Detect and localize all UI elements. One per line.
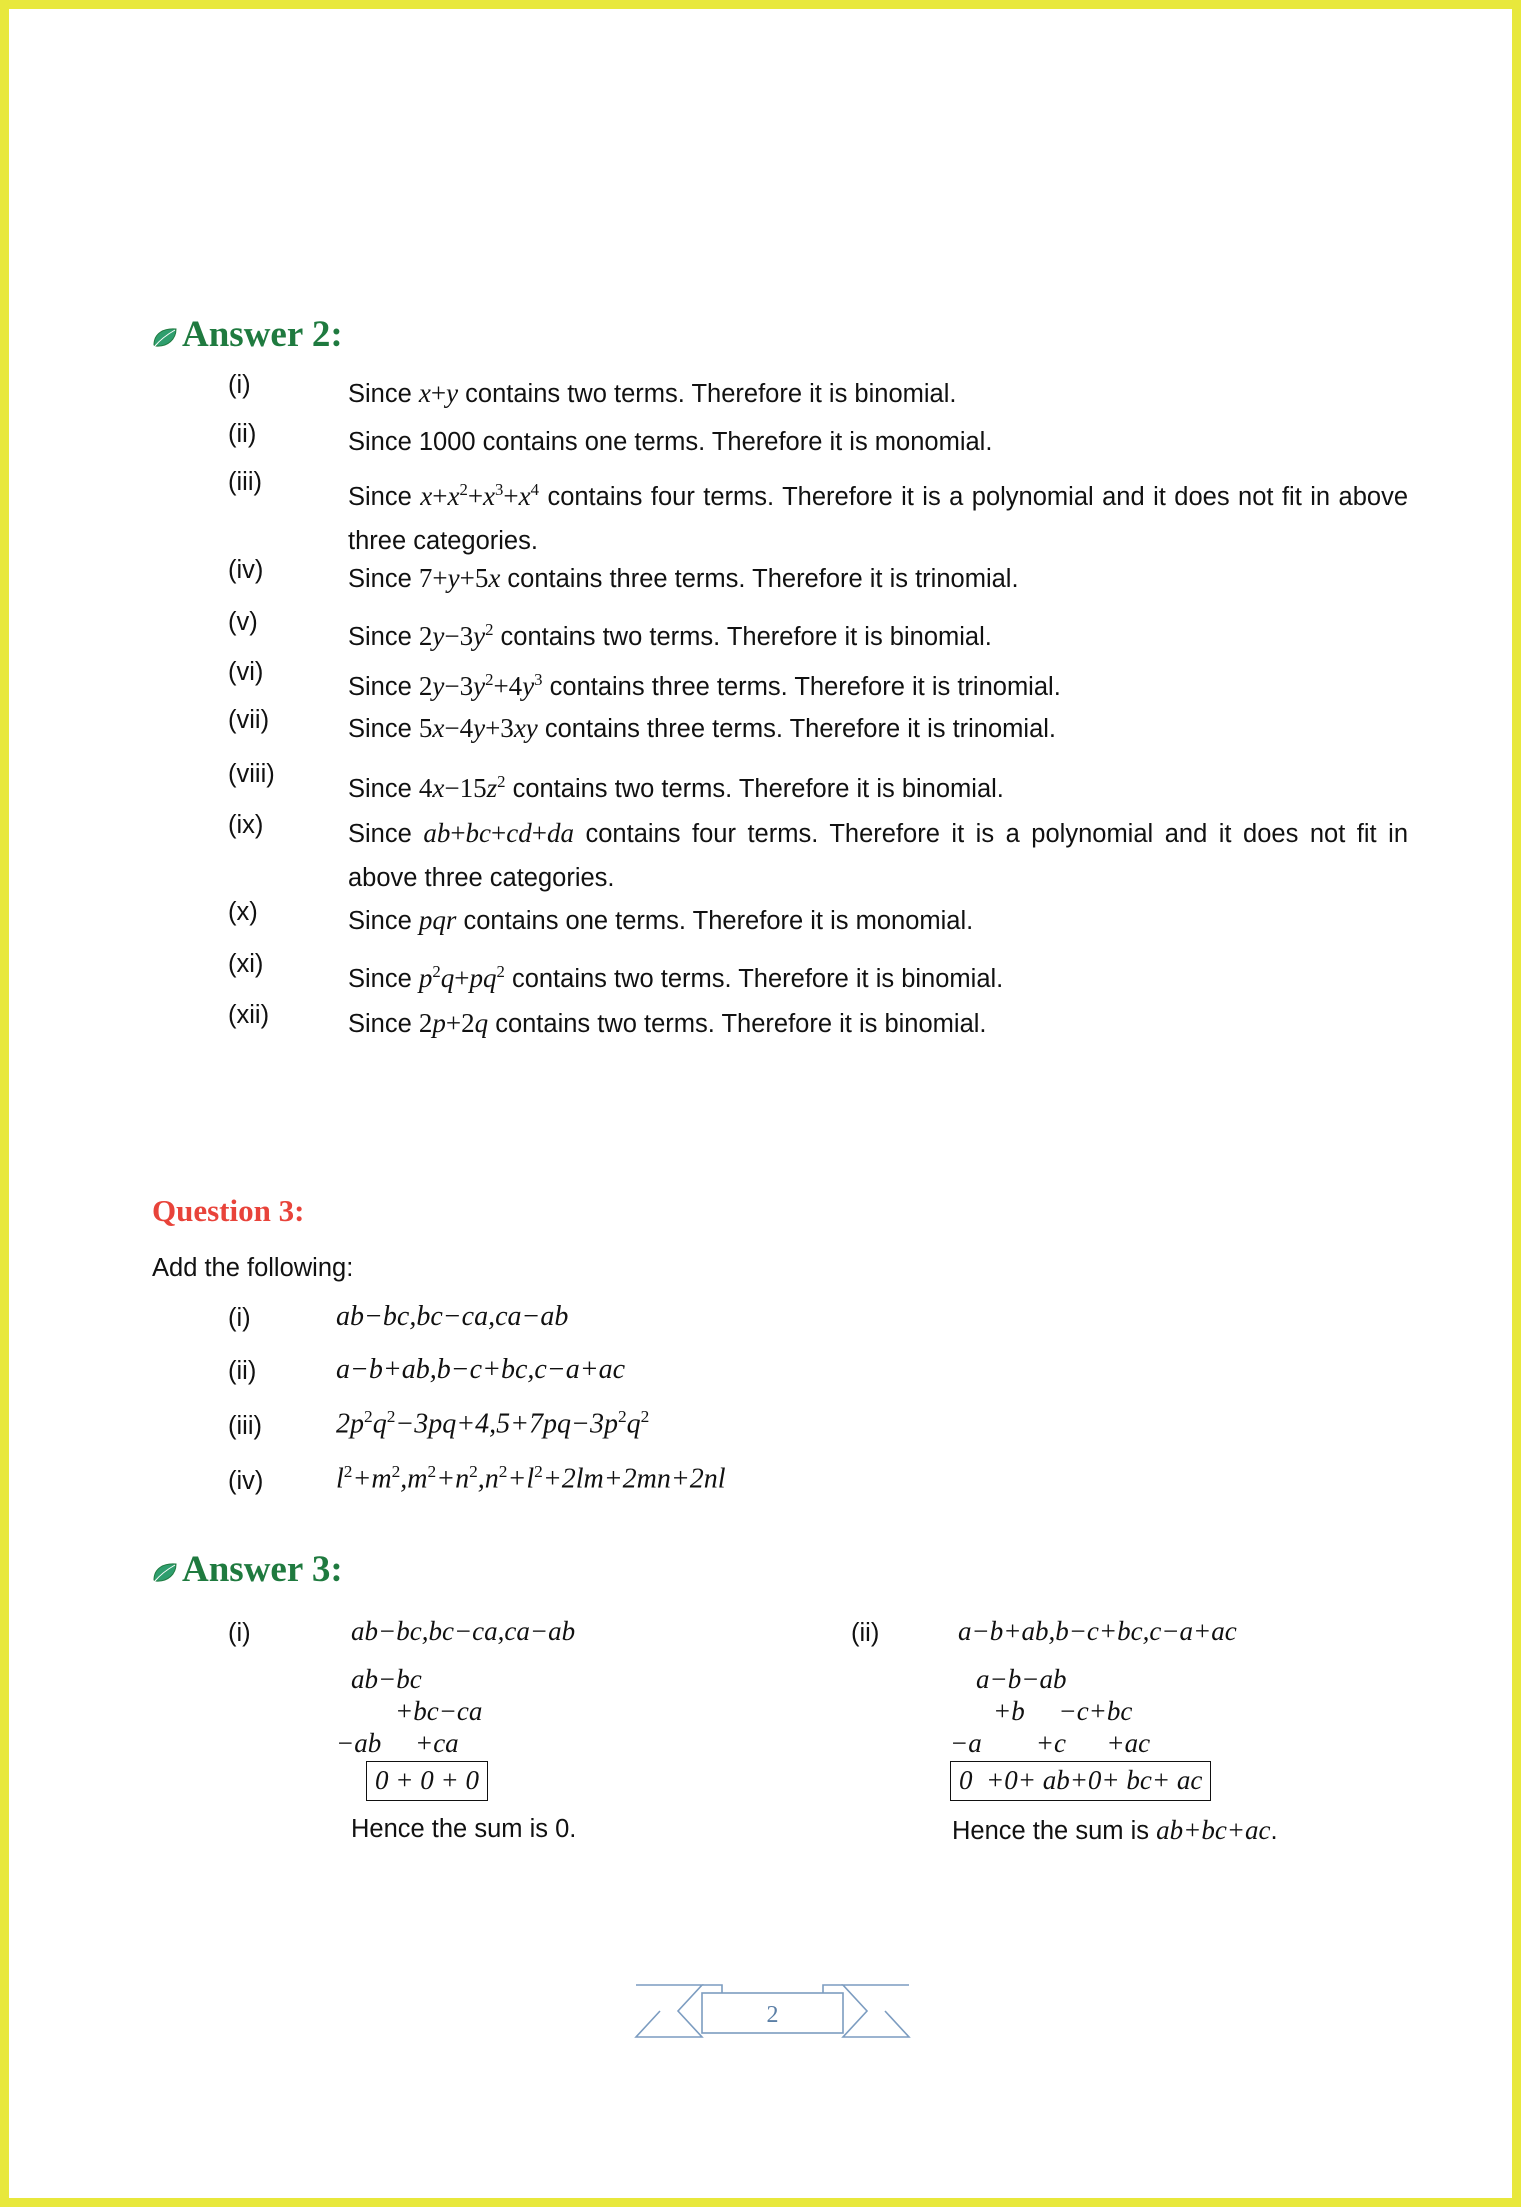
answer3-col2-line: +b −c+bc — [993, 1696, 1133, 1726]
answer3-col2-conclusion — [952, 1815, 1278, 1846]
answer3-col2-line: a−b−ab — [976, 1664, 1067, 1694]
list-item-number: (ii) — [228, 420, 257, 448]
list-item-text: Since pqr contains one terms. Therefore it is monomial. — [348, 905, 974, 935]
list-item-text: Since $2y-3y^2+4y^3$ contains three terms. Therefore it is trinomial. — [348, 670, 1061, 701]
answer-3-heading — [152, 1548, 343, 1591]
answer3-col2-conclusion-suffix: . — [1270, 1817, 1278, 1845]
list-item-number: (xi) — [228, 950, 264, 978]
list-item-text: Since 1000 contains one terms. Therefore it is monomial. — [348, 428, 993, 456]
question-3-heading: Question 3: — [152, 1193, 305, 1228]
answer3-col2-number: (ii) — [851, 1619, 880, 1647]
answer3-col1-line: +bc−ca — [395, 1696, 483, 1726]
q3-item-expression: ab−bc,bc−ca,ca−ab — [336, 1301, 569, 1332]
leaf-icon — [152, 1551, 178, 1573]
list-item-number: (viii) — [228, 760, 275, 788]
list-item-number: (xii) — [228, 1001, 270, 1029]
q3-item-number: (ii) — [228, 1357, 257, 1385]
list-item-number: (vii) — [228, 706, 270, 734]
q3-item-number: (i) — [228, 1304, 251, 1332]
list-item-text: Since ab+bc+cd+da contains four terms. Therefore it is a polynomial and it does not fit in above three categories. — [348, 818, 1409, 892]
q3-item-expression: $2p^2q^2-3pq+4,5+7pq-3p^2q^2$ — [336, 1407, 650, 1440]
answer3-col2-line: −a +c +ac — [950, 1728, 1151, 1758]
list-item-number: (i) — [228, 371, 251, 399]
answer3-col2-conclusion-prefix: Hence the sum is — [952, 1817, 1157, 1845]
q3-item-number: (iii) — [228, 1412, 262, 1440]
answer3-col1-line: ab−bc — [351, 1664, 422, 1694]
list-item-number: (v) — [228, 608, 258, 636]
answer-2-heading — [152, 313, 343, 356]
answer3-col2-given: a−b+ab,b−c+bc,c−a+ac — [958, 1616, 1237, 1646]
list-item-text: Since x+y contains two terms. Therefore it is binomial. — [348, 378, 957, 408]
leaf-icon — [152, 316, 178, 338]
list-item-text: Since 2p+2q contains two terms. Therefore it is binomial. — [348, 1008, 987, 1038]
answer3-col1-line: −ab +ca — [336, 1728, 459, 1758]
answer-2-heading-text: Answer 2: — [182, 314, 343, 355]
page-number: 2 — [766, 2002, 779, 2028]
q3-item-expression: $l^2+m^2,m^2+n^2,n^2+l^2+2lm+2mn+2nl$ — [336, 1462, 726, 1495]
q3-item-expression: a−b+ab,b−c+bc,c−a+ac — [336, 1354, 626, 1385]
answer3-col1-sum-box: 0 + 0 + 0 — [366, 1761, 488, 1801]
list-item-text: Since $4x-15z^2$ contains two terms. Therefore it is binomial. — [348, 772, 1004, 803]
list-item-number: (vi) — [228, 658, 264, 686]
answer3-col1-given: ab−bc,bc−ca,ca−ab — [351, 1616, 576, 1646]
list-item-text: Since 5x−4y+3xy contains three terms. Therefore it is trinomial. — [348, 713, 1057, 743]
list-item-text: Since $x+x^2+x^3+x^4$ contains four terms. Therefore it is a polynomial and it does not fit in above three categories. — [348, 480, 1408, 555]
list-item-number: (iii) — [228, 468, 262, 496]
answer3-col2-sum-box: 0 +0+ ab+0+ bc+ ac — [950, 1761, 1211, 1801]
list-item-number: (ix) — [228, 811, 264, 839]
question-3-instruction: Add the following: — [152, 1254, 354, 1282]
answer3-col1-conclusion: Hence the sum is 0. — [351, 1815, 577, 1843]
list-item-text: Since $2y-3y^2$ contains two terms. Therefore it is binomial. — [348, 620, 992, 651]
page-sheet — [18, 18, 1521, 2207]
answer3-col1-number: (i) — [228, 1619, 251, 1647]
answer-3-heading-text: Answer 3: — [182, 1549, 343, 1590]
list-item-text: Since $p^2q+pq^2$ contains two terms. Therefore it is binomial. — [348, 962, 1004, 993]
q3-item-number: (iv) — [228, 1467, 264, 1495]
list-item-number: (x) — [228, 898, 258, 926]
answer3-col2-conclusion-expr: ab+bc+ac — [1156, 1815, 1271, 1845]
list-item-number: (iv) — [228, 556, 264, 584]
list-item-text: Since 7+y+5x contains three terms. Therefore it is trinomial. — [348, 563, 1019, 593]
